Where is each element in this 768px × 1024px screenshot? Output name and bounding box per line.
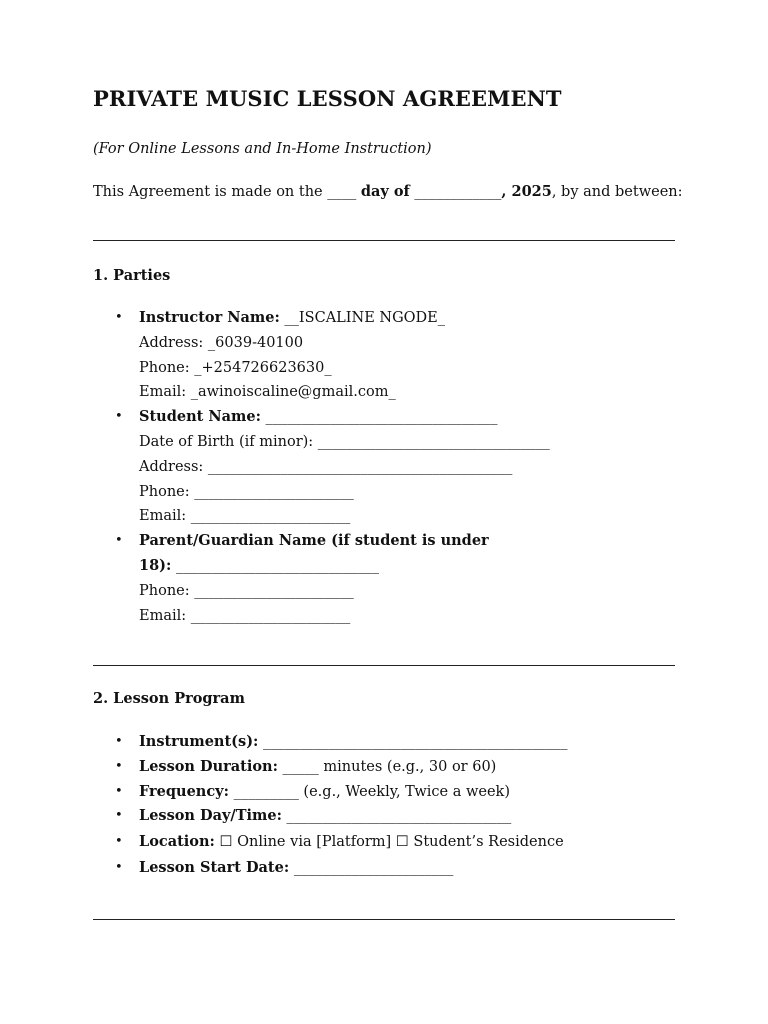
daytime-blank: _______________________________	[281, 808, 512, 825]
instructor-address: Address: _6039-40100	[139, 334, 304, 351]
document-subtitle: (For Online Lessons and In-Home Instruction)	[93, 141, 432, 157]
student-phone: Phone: ______________________	[139, 483, 354, 500]
instructor-phone: Phone: _+254726623630_	[139, 359, 332, 376]
duration-text: _____ minutes (e.g., 30 or 60)	[277, 758, 497, 775]
guardian-item	[93, 529, 683, 628]
guardian-label-line1: Parent/Guardian Name (if student is under	[139, 532, 489, 550]
bullet-icon: •	[115, 310, 123, 325]
instrument-blank: __________________________________________	[258, 734, 568, 750]
location-label: Location:	[139, 833, 215, 851]
frequency-text: _________ (e.g., Weekly, Twice a week)	[228, 783, 510, 800]
student-item	[93, 405, 683, 529]
program-item-duration	[93, 755, 683, 780]
frequency-label: Frequency:	[139, 782, 229, 800]
guardian-name-blank: ____________________________	[171, 557, 380, 574]
bullet-icon: •	[115, 533, 123, 549]
section-divider	[93, 665, 675, 666]
bullet-icon: •	[115, 808, 123, 824]
guardian-label-line2: 18):	[139, 556, 172, 574]
daytime-label: Lesson Day/Time:	[139, 807, 282, 825]
instructor-name-value: __ISCALINE NGODE_	[279, 310, 446, 326]
intro-month-blank: ____________	[409, 184, 502, 200]
student-name-label: Student Name:	[139, 408, 261, 426]
program-item-instrument	[93, 730, 683, 755]
bullet-icon: •	[115, 783, 123, 799]
bullet-icon: •	[115, 859, 123, 875]
section-1-heading: 1. Parties	[93, 267, 171, 284]
student-dob: Date of Birth (if minor): ________________________________	[139, 433, 550, 450]
parties-list	[93, 306, 683, 628]
intro-year: , 2025	[501, 183, 552, 200]
student-email: Email: ______________________	[139, 508, 351, 525]
program-item-start-date	[93, 856, 683, 881]
instructor-name-label: Instructor Name:	[139, 309, 280, 326]
intro-prefix: This Agreement is made on the ____	[93, 184, 361, 200]
program-item-frequency	[93, 780, 683, 805]
duration-label: Lesson Duration:	[139, 757, 278, 775]
section-2-heading: 2. Lesson Program	[93, 690, 245, 707]
guardian-email: Email: ______________________	[139, 607, 351, 624]
instructor-email: Email: _awinoiscaline@gmail.com_	[139, 384, 396, 401]
bullet-icon: •	[115, 758, 123, 774]
bullet-icon: •	[115, 734, 123, 749]
agreement-intro	[93, 183, 683, 200]
intro-day-of: day of	[360, 183, 410, 200]
start-date-blank: ______________________	[289, 859, 454, 876]
lesson-program-list	[93, 730, 683, 881]
instrument-label: Instrument(s):	[139, 733, 259, 750]
location-options: ☐ Online via [Platform] ☐ Student’s Residence	[214, 834, 564, 851]
student-name-blank: ________________________________	[260, 409, 498, 426]
section-divider	[93, 919, 675, 920]
program-item-location	[93, 830, 683, 855]
guardian-phone: Phone: ______________________	[139, 582, 354, 599]
start-date-label: Lesson Start Date:	[139, 858, 290, 876]
program-item-daytime	[93, 804, 683, 829]
instructor-item	[93, 306, 683, 405]
intro-suffix: , by and between:	[551, 184, 683, 200]
section-divider	[93, 240, 675, 241]
document-title: PRIVATE MUSIC LESSON AGREEMENT	[93, 86, 562, 111]
student-address: Address: __________________________________________	[139, 458, 513, 475]
bullet-icon: •	[115, 409, 123, 425]
bullet-icon: •	[115, 834, 123, 850]
